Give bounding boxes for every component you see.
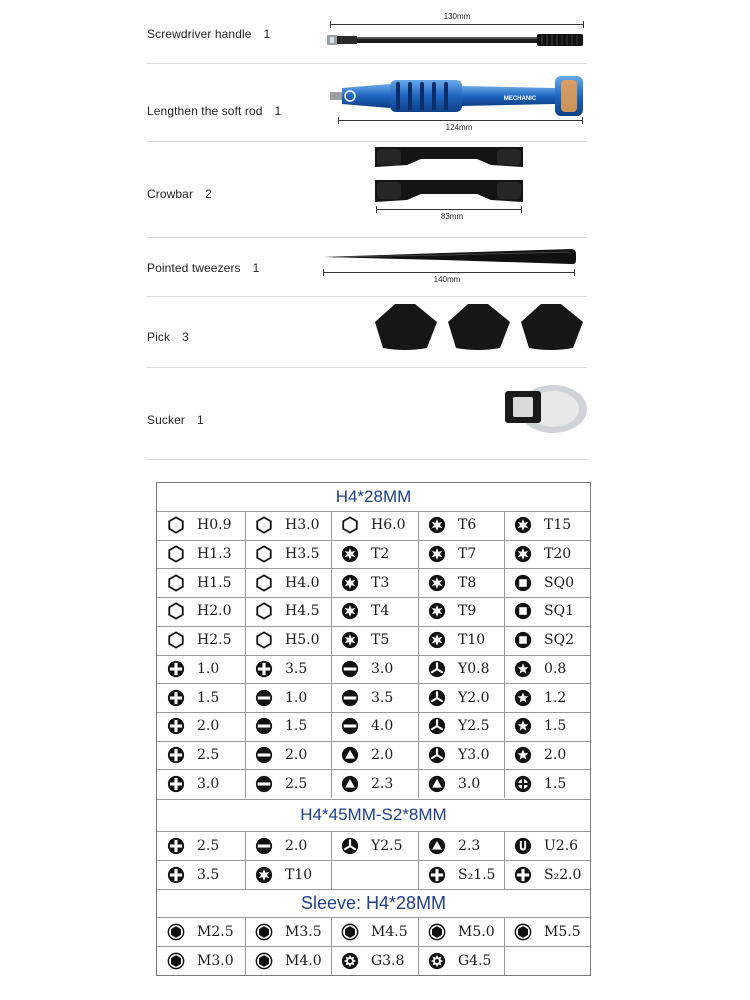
tool-label <box>147 261 259 275</box>
bit-label: 3.5 <box>371 689 394 706</box>
socket-icon <box>167 952 185 970</box>
bit-label: 3.0 <box>371 660 394 677</box>
bit-label: Y2.5 <box>371 837 403 854</box>
bit-cell <box>504 683 590 712</box>
bit-label: SQ2 <box>544 632 574 649</box>
dimension-label: 140mm <box>433 275 461 284</box>
sucker-image <box>499 379 589 435</box>
bit-cell <box>331 769 418 798</box>
bit-cell <box>418 712 504 741</box>
bit-cell <box>331 568 418 597</box>
hex-ring-icon <box>255 516 273 534</box>
row-divider <box>157 511 590 512</box>
bit-label: T15 <box>544 517 572 534</box>
torx-icon <box>428 516 446 534</box>
bit-cell <box>418 626 504 655</box>
bit-cell <box>245 946 331 975</box>
row-divider <box>157 683 590 684</box>
bit-label: 3.5 <box>197 866 220 883</box>
tri-wing-icon <box>428 660 446 678</box>
tool-row-pick <box>147 296 587 368</box>
hex-ring-icon <box>167 574 185 592</box>
row-divider <box>157 626 590 627</box>
gear-socket-icon <box>341 952 359 970</box>
bit-cell <box>418 655 504 684</box>
bit-cell <box>418 597 504 626</box>
row-divider <box>157 741 590 742</box>
bit-label: H1.3 <box>197 546 232 563</box>
bit-cell <box>418 683 504 712</box>
bit-label: H4.0 <box>285 574 320 591</box>
square-icon <box>514 574 532 592</box>
bit-cell <box>245 655 331 684</box>
u-icon <box>514 837 532 855</box>
bit-label: 2.5 <box>197 837 220 854</box>
bit-cell <box>245 540 331 569</box>
bit-cell <box>418 568 504 597</box>
slotted-icon <box>341 717 359 735</box>
bit-cell <box>157 831 245 860</box>
hex-ring-icon <box>255 574 273 592</box>
bit-label: 2.0 <box>371 746 394 763</box>
row-divider <box>157 860 590 861</box>
phillips-icon <box>167 746 185 764</box>
tool-row-crowbar <box>147 141 587 238</box>
bit-cell <box>157 540 245 569</box>
bit-cell <box>331 626 418 655</box>
bit-label: H2.0 <box>197 603 232 620</box>
section-title: H4*45MM-S2*8MM <box>300 805 447 824</box>
row-divider <box>157 946 590 947</box>
bit-cell <box>157 655 245 684</box>
bit-label: T20 <box>544 546 572 563</box>
bit-cell <box>157 860 245 889</box>
socket-icon <box>255 923 273 941</box>
slotted-icon <box>255 689 273 707</box>
hex-ring-icon <box>255 602 273 620</box>
tool-row-screwdriver-handle <box>147 0 587 64</box>
bit-cell <box>331 946 418 975</box>
section-title: H4*28MM <box>335 487 412 506</box>
row-divider <box>157 889 590 890</box>
row-divider <box>157 917 590 918</box>
slotted-icon <box>341 660 359 678</box>
torx-icon <box>255 866 273 884</box>
bit-cell <box>504 540 590 569</box>
bit-cell <box>245 597 331 626</box>
row-divider <box>157 568 590 569</box>
socket-icon <box>255 952 273 970</box>
bit-cell <box>157 683 245 712</box>
slotted-icon <box>341 689 359 707</box>
tool-qty: 1 <box>252 261 260 275</box>
bit-cell <box>245 568 331 597</box>
bit-label: T8 <box>458 574 477 591</box>
row-divider <box>157 769 590 770</box>
bit-cell <box>418 831 504 860</box>
hex-ring-icon <box>167 602 185 620</box>
bit-cell <box>331 597 418 626</box>
bit-cell <box>504 946 590 975</box>
bit-label: 4.0 <box>371 718 394 735</box>
bit-label: 2.5 <box>285 775 308 792</box>
tool-name: Sucker <box>147 413 185 427</box>
bit-label: T10 <box>285 866 313 883</box>
socket-icon <box>341 923 359 941</box>
bit-cell <box>418 741 504 770</box>
phillips-icon <box>255 660 273 678</box>
bit-label: 1.0 <box>285 689 308 706</box>
torx-icon <box>341 574 359 592</box>
bit-cell <box>157 712 245 741</box>
bit-label: H1.5 <box>197 574 232 591</box>
socket-icon <box>428 923 446 941</box>
bit-label: SQ0 <box>544 574 574 591</box>
dimension-line <box>330 24 584 25</box>
tools-list <box>147 0 587 460</box>
bit-label: Y0.8 <box>458 660 490 677</box>
phillips-icon <box>167 775 185 793</box>
torx-icon <box>428 602 446 620</box>
soft-rod-image <box>330 74 586 116</box>
bit-cell <box>331 831 418 860</box>
bit-cell <box>504 568 590 597</box>
tweezers-image <box>323 249 577 265</box>
bit-cell <box>504 769 590 798</box>
tool-name: Pick <box>147 330 171 344</box>
tool-row-soft-rod <box>147 63 587 142</box>
bit-cell <box>418 769 504 798</box>
tool-name: Lengthen the soft rod <box>147 104 263 118</box>
tool-name: Pointed tweezers <box>147 261 241 275</box>
bit-cell <box>504 741 590 770</box>
bit-cell <box>504 712 590 741</box>
bit-cell <box>245 917 331 946</box>
dimension-line <box>323 272 575 273</box>
torx-icon <box>428 545 446 563</box>
triangle-icon <box>341 746 359 764</box>
torx-icon <box>428 631 446 649</box>
bit-cell <box>157 741 245 770</box>
bit-label: 1.5 <box>544 718 567 735</box>
tool-row-sucker <box>147 367 587 460</box>
bit-label: 3.5 <box>285 660 308 677</box>
brand-logo-text: MECHANIC <box>503 96 537 102</box>
bit-cell <box>157 917 245 946</box>
hex-ring-icon <box>167 631 185 649</box>
bit-cell <box>504 917 590 946</box>
bit-cell <box>245 860 331 889</box>
tri-wing-icon <box>341 837 359 855</box>
bit-cell <box>331 540 418 569</box>
bit-label: T3 <box>371 574 390 591</box>
square-icon <box>514 631 532 649</box>
bit-label: M3.0 <box>197 952 234 969</box>
slotted-icon <box>255 837 273 855</box>
socket-icon <box>167 923 185 941</box>
bit-label: H3.5 <box>285 546 320 563</box>
bit-label: 2.3 <box>371 775 394 792</box>
bit-label: G3.8 <box>371 952 405 969</box>
slotted-icon <box>255 746 273 764</box>
bit-label: G4.5 <box>458 952 492 969</box>
bit-label: T2 <box>371 546 390 563</box>
section-title: Sleeve: H4*28MM <box>300 893 447 913</box>
torx-icon <box>514 545 532 563</box>
tool-qty: 1 <box>263 27 271 41</box>
tool-label <box>147 330 189 344</box>
bits-table <box>156 482 591 976</box>
bit-label: M5.0 <box>458 923 495 940</box>
bit-label: M4.5 <box>371 923 408 940</box>
tri-wing-icon <box>428 746 446 764</box>
bit-cell <box>418 540 504 569</box>
bit-label: M3.5 <box>285 923 322 940</box>
bit-label: M4.0 <box>285 952 322 969</box>
bit-label: T6 <box>458 517 477 534</box>
bit-cell <box>418 917 504 946</box>
screwdriver-handle-image <box>327 31 589 49</box>
bit-cell <box>418 946 504 975</box>
slotted-icon <box>255 775 273 793</box>
cross-slot-icon <box>514 775 532 793</box>
bit-label: Y2.5 <box>458 718 490 735</box>
row-divider <box>157 712 590 713</box>
bit-label: S₂2.0 <box>544 866 582 883</box>
bit-label: 1.2 <box>544 689 567 706</box>
bit-label: T5 <box>371 632 390 649</box>
bit-cell <box>418 860 504 889</box>
bit-cell <box>504 597 590 626</box>
row-divider <box>157 540 590 541</box>
bit-label: T9 <box>458 603 477 620</box>
bit-label: T10 <box>458 632 486 649</box>
bit-cell <box>504 511 590 540</box>
bit-label: Y3.0 <box>458 746 490 763</box>
bit-cell <box>157 511 245 540</box>
tool-qty: 1 <box>274 104 282 118</box>
bit-cell <box>245 511 331 540</box>
bit-cell <box>331 712 418 741</box>
bit-label: H6.0 <box>371 517 406 534</box>
bit-label: Y2.0 <box>458 689 490 706</box>
triangle-icon <box>428 775 446 793</box>
bit-cell <box>157 769 245 798</box>
bit-label: 0.8 <box>544 660 567 677</box>
bit-cell <box>331 683 418 712</box>
bit-label: 2.3 <box>458 837 481 854</box>
bit-cell <box>157 568 245 597</box>
bit-label: T4 <box>371 603 390 620</box>
bit-label: H0.9 <box>197 517 232 534</box>
bit-label: H5.0 <box>285 632 320 649</box>
phillips-icon <box>167 660 185 678</box>
hex-ring-icon <box>255 545 273 563</box>
crowbar-image <box>373 147 525 205</box>
bit-cell <box>418 511 504 540</box>
tool-label <box>147 27 270 41</box>
torx-icon <box>341 631 359 649</box>
bit-cell <box>245 626 331 655</box>
phillips-icon <box>167 866 185 884</box>
bit-cell <box>157 597 245 626</box>
bit-cell <box>245 769 331 798</box>
tool-name: Screwdriver handle <box>147 27 252 41</box>
square-icon <box>514 602 532 620</box>
bit-label: S₂1.5 <box>458 866 496 883</box>
bit-cell <box>504 860 590 889</box>
bit-cell <box>245 741 331 770</box>
pentalobe-icon <box>514 689 532 707</box>
tool-label <box>147 413 204 427</box>
tool-name: Crowbar <box>147 187 194 201</box>
bit-cell <box>245 712 331 741</box>
hex-ring-icon <box>167 545 185 563</box>
dimension-line <box>376 209 522 210</box>
row-divider <box>157 799 590 800</box>
tool-qty: 2 <box>205 187 212 201</box>
torx-icon <box>514 516 532 534</box>
bit-cell <box>245 831 331 860</box>
picks-image <box>375 302 589 352</box>
row-divider <box>157 831 590 832</box>
bit-cell <box>504 831 590 860</box>
tool-qty: 3 <box>182 330 189 344</box>
bit-label: SQ1 <box>544 603 574 620</box>
row-divider <box>157 597 590 598</box>
bit-label: H2.5 <box>197 632 232 649</box>
bit-label: M5.5 <box>544 923 581 940</box>
phillips-icon <box>167 837 185 855</box>
bit-cell <box>331 917 418 946</box>
bit-cell <box>331 860 418 889</box>
tool-qty: 1 <box>196 413 204 427</box>
triangle-icon <box>341 775 359 793</box>
slotted-icon <box>255 717 273 735</box>
triangle-icon <box>428 837 446 855</box>
bit-label: 2.5 <box>197 746 220 763</box>
bit-label: 1.5 <box>197 689 220 706</box>
phillips-icon <box>167 689 185 707</box>
hex-ring-icon <box>341 516 359 534</box>
bit-cell <box>331 511 418 540</box>
bit-cell <box>157 626 245 655</box>
bit-label: 2.0 <box>285 746 308 763</box>
pentalobe-icon <box>514 717 532 735</box>
dimension-label: 130mm <box>443 12 471 21</box>
bit-label: T7 <box>458 546 477 563</box>
bit-label: 2.0 <box>197 718 220 735</box>
phillips-icon <box>428 866 446 884</box>
bit-label: 1.5 <box>285 718 308 735</box>
dimension-line <box>338 120 583 121</box>
bit-cell <box>331 741 418 770</box>
row-divider <box>157 655 590 656</box>
torx-icon <box>341 545 359 563</box>
dimension-label: 83mm <box>440 212 464 221</box>
pentalobe-icon <box>514 746 532 764</box>
bit-cell <box>504 655 590 684</box>
bit-label: 1.0 <box>197 660 220 677</box>
tri-wing-icon <box>428 717 446 735</box>
pentalobe-icon <box>514 660 532 678</box>
hex-ring-icon <box>255 631 273 649</box>
bit-label: 2.0 <box>544 746 567 763</box>
torx-icon <box>428 574 446 592</box>
bit-label: 1.5 <box>544 775 567 792</box>
bit-label: M2.5 <box>197 923 234 940</box>
bit-cell <box>504 626 590 655</box>
bit-label: 3.0 <box>458 775 481 792</box>
bit-cell <box>157 946 245 975</box>
torx-icon <box>341 602 359 620</box>
bit-label: 2.0 <box>285 837 308 854</box>
bit-label: 3.0 <box>197 775 220 792</box>
tool-row-tweezers <box>147 237 587 297</box>
dimension-label: 124mm <box>445 123 473 132</box>
bit-label: H3.0 <box>285 517 320 534</box>
tool-label <box>147 187 212 201</box>
bit-cell <box>331 655 418 684</box>
bit-label: U2.6 <box>544 837 579 854</box>
tool-label <box>147 104 281 118</box>
phillips-icon <box>514 866 532 884</box>
bit-label: H4.5 <box>285 603 320 620</box>
bit-cell <box>245 683 331 712</box>
phillips-icon <box>167 717 185 735</box>
gear-socket-icon <box>428 952 446 970</box>
socket-icon <box>514 923 532 941</box>
tri-wing-icon <box>428 689 446 707</box>
hex-ring-icon <box>167 516 185 534</box>
